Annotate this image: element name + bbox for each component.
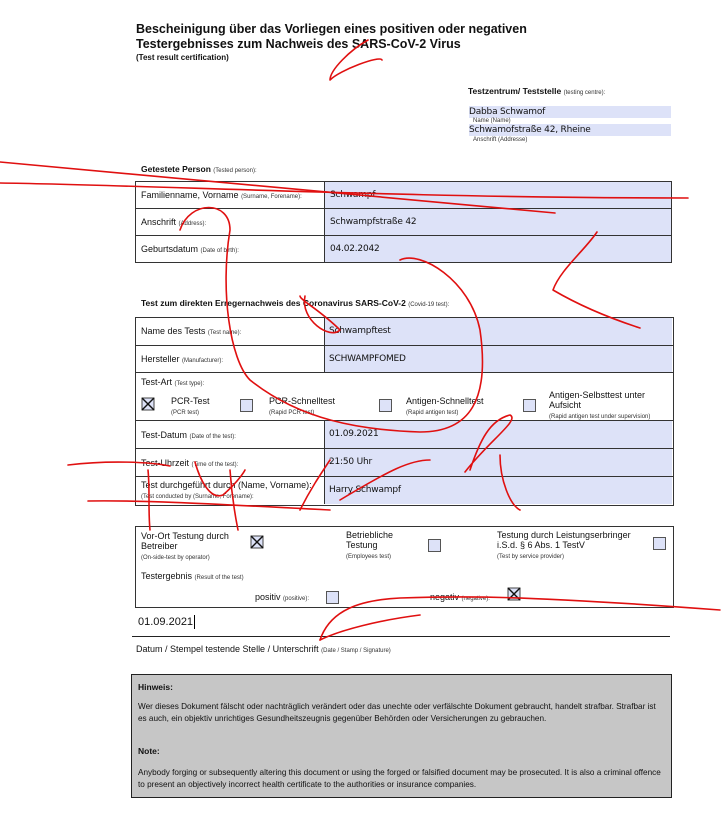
negative-label: negativ <box>430 592 460 602</box>
person-address-label: Anschrift <box>141 217 177 227</box>
test-time-label-en: (Time of the test): <box>191 462 239 468</box>
test-time-field[interactable]: 21:50 Uhr <box>325 449 672 476</box>
employee-label-en: (Employees test) <box>346 554 392 560</box>
person-heading-en: (Tested person): <box>213 168 257 174</box>
pcr-test-option <box>171 396 231 416</box>
table-row <box>136 236 672 263</box>
conducted-by-label-de: Test durchgeführt durch (Name, Vorname): <box>141 480 312 490</box>
rapid-antigen-label-en: (Rapid antigen test) <box>406 410 459 416</box>
person-address-label-cell <box>136 209 325 236</box>
center-address-field[interactable]: Schwamofstraße 42, Rheine <box>469 124 671 136</box>
test-heading-en: (Covid-19 test): <box>408 302 450 308</box>
self-test-label-en: (Rapid antigen test under supervision) <box>549 414 651 420</box>
person-name-label-en: (Surname, Forename): <box>241 194 302 200</box>
signature-line <box>132 636 670 637</box>
result-label-en: (Result of the test) <box>194 575 244 581</box>
manufacturer-field[interactable]: SCHWAMPFOMED <box>325 346 672 372</box>
person-dob-field[interactable]: 04.02.2042 <box>325 236 672 263</box>
negative-option <box>430 592 490 602</box>
test-name-label <box>141 326 241 336</box>
testing-center-heading-en: (testing centre): <box>563 90 606 96</box>
person-address-label-en: (Address): <box>178 221 207 227</box>
onsite-label: Vor-Ort Testung durch Betreiber <box>141 531 229 551</box>
person-dob-label-en: (Date of birth): <box>200 248 239 254</box>
center-name-label: Name (Name) <box>473 118 511 124</box>
test-name-label-de: Name des Tests <box>141 326 206 336</box>
result-label-de: Testergebnis <box>141 571 193 581</box>
testing-center-heading <box>468 86 605 96</box>
rapid-pcr-label-en: (Rapid PCR test) <box>269 410 315 416</box>
employee-label: Betriebliche Testung <box>346 530 394 550</box>
rapid-antigen-label: Antigen-Schnelltest <box>406 396 484 406</box>
notice-text-en: Anybody forging or subsequently altering this document or using the forged or falsified document may be prosecuted. It is also a criminal offence to present an objectively incorrect health certificate to the authorities or insurance companies. <box>138 768 661 789</box>
negative-checkbox-checked[interactable] <box>507 587 521 601</box>
signature-date-value: 01.09.2021 <box>138 615 194 628</box>
self-test-option <box>549 390 669 422</box>
divider <box>135 372 673 373</box>
rapid-pcr-label: PCR-Schnelltest <box>269 396 336 406</box>
positive-option <box>255 592 309 602</box>
employee-option <box>346 530 416 562</box>
rapid-pcr-option <box>269 396 369 416</box>
document-title: Bescheinigung über das Vorliegen eines positiven oder negativen Testergebnisses zum Nachweis des SARS-CoV-2 Virus <box>136 22 527 51</box>
person-name-field[interactable]: Schwampf <box>325 182 672 209</box>
person-heading <box>141 164 257 174</box>
test-date-label-de: Test-Datum <box>141 430 188 440</box>
positive-checkbox[interactable] <box>326 591 339 604</box>
manufacturer-label-en: (Manufacturer): <box>182 358 224 364</box>
testing-center-heading-label: Testzentrum/ Teststelle <box>468 86 562 96</box>
text-cursor <box>194 615 195 629</box>
conducted-by-field[interactable]: Harry Schwampf <box>325 477 672 504</box>
notice-heading-de: Hinweis: <box>138 682 173 692</box>
rapid-antigen-checkbox[interactable] <box>379 399 392 412</box>
test-type-label-de: Test-Art <box>141 377 173 387</box>
test-name-label-en: (Test name): <box>207 330 242 336</box>
test-type-label <box>141 377 204 387</box>
person-dob-label: Geburtsdatum <box>141 244 199 254</box>
test-date-label-en: (Date of the test): <box>189 434 236 440</box>
manufacturer-label-de: Hersteller <box>141 354 180 364</box>
person-name-label: Familienname, Vorname <box>141 190 239 200</box>
person-name-label-cell <box>136 182 325 209</box>
service-label: Testung durch Leistungserbringer i.S.d. § 6 Abs. 1 TestV <box>497 530 631 550</box>
test-heading-label: Test zum direkten Erregernachweis des Coronavirus SARS-CoV-2 <box>141 298 406 308</box>
service-checkbox[interactable] <box>653 537 666 550</box>
person-heading-label: Getestete Person <box>141 164 211 174</box>
conducted-by-label <box>141 480 321 502</box>
conducted-by-label-en: (Test conducted by (Surname, Forename): <box>141 494 254 500</box>
table-row <box>136 182 672 209</box>
table-row <box>136 209 672 236</box>
notice-text-de: Wer dieses Dokument fälscht oder nachträglich verändert oder das unechte oder verfälschte Dokument gebraucht, handelt strafbar. Strafbar ist es auch, ein objektiv unrichtiges Gesundheitszeugnis gegenüber Behörden oder Versicherungen zu gebrauchen. <box>138 702 656 723</box>
signature-label-de: Datum / Stempel testende Stelle / Unterschrift <box>136 644 319 654</box>
pcr-test-label: PCR-Test <box>171 396 210 406</box>
employee-checkbox[interactable] <box>428 539 441 552</box>
pcr-test-checkbox-checked[interactable] <box>141 397 155 411</box>
test-type-label-en: (Test type): <box>174 381 205 387</box>
person-dob-label-cell <box>136 236 325 263</box>
negative-label-en: (negative): <box>461 596 490 602</box>
document-subtitle: (Test result certification) <box>136 53 229 62</box>
signature-label <box>136 644 391 654</box>
center-address-label: Anschrift (Addresse) <box>473 137 528 143</box>
pcr-test-label-en: (PCR test) <box>171 410 200 416</box>
positive-label: positiv <box>255 592 281 602</box>
result-label <box>141 571 244 581</box>
service-label-en: (Test by service provider) <box>497 554 565 560</box>
test-date-field[interactable]: 01.09.2021 <box>325 421 672 448</box>
test-time-label-de: Test-Uhrzeit <box>141 458 190 468</box>
test-name-field[interactable]: Schwampftest <box>325 318 672 345</box>
signature-date-field[interactable] <box>138 615 195 629</box>
self-test-checkbox[interactable] <box>523 399 536 412</box>
test-date-label <box>141 430 236 440</box>
service-option <box>497 530 647 562</box>
onsite-checkbox-checked[interactable] <box>250 535 264 549</box>
manufacturer-label <box>141 354 223 364</box>
rapid-pcr-checkbox[interactable] <box>240 399 253 412</box>
notice-heading-en: Note: <box>138 746 160 756</box>
onsite-label-en: (On-side-test by operator) <box>141 555 210 561</box>
person-table <box>135 181 672 263</box>
center-name-field[interactable]: Dabba Schwamof <box>469 106 671 118</box>
test-time-label <box>141 458 238 468</box>
signature-label-en: (Date / Stamp / Signature) <box>321 648 391 654</box>
onsite-option <box>141 531 241 563</box>
person-address-field[interactable]: Schwampfstraße 42 <box>325 209 672 236</box>
test-heading <box>141 298 449 308</box>
positive-label-en: (positive): <box>283 596 310 602</box>
rapid-antigen-option <box>406 396 516 416</box>
self-test-label: Antigen-Selbsttest unter Aufsicht <box>549 390 646 410</box>
